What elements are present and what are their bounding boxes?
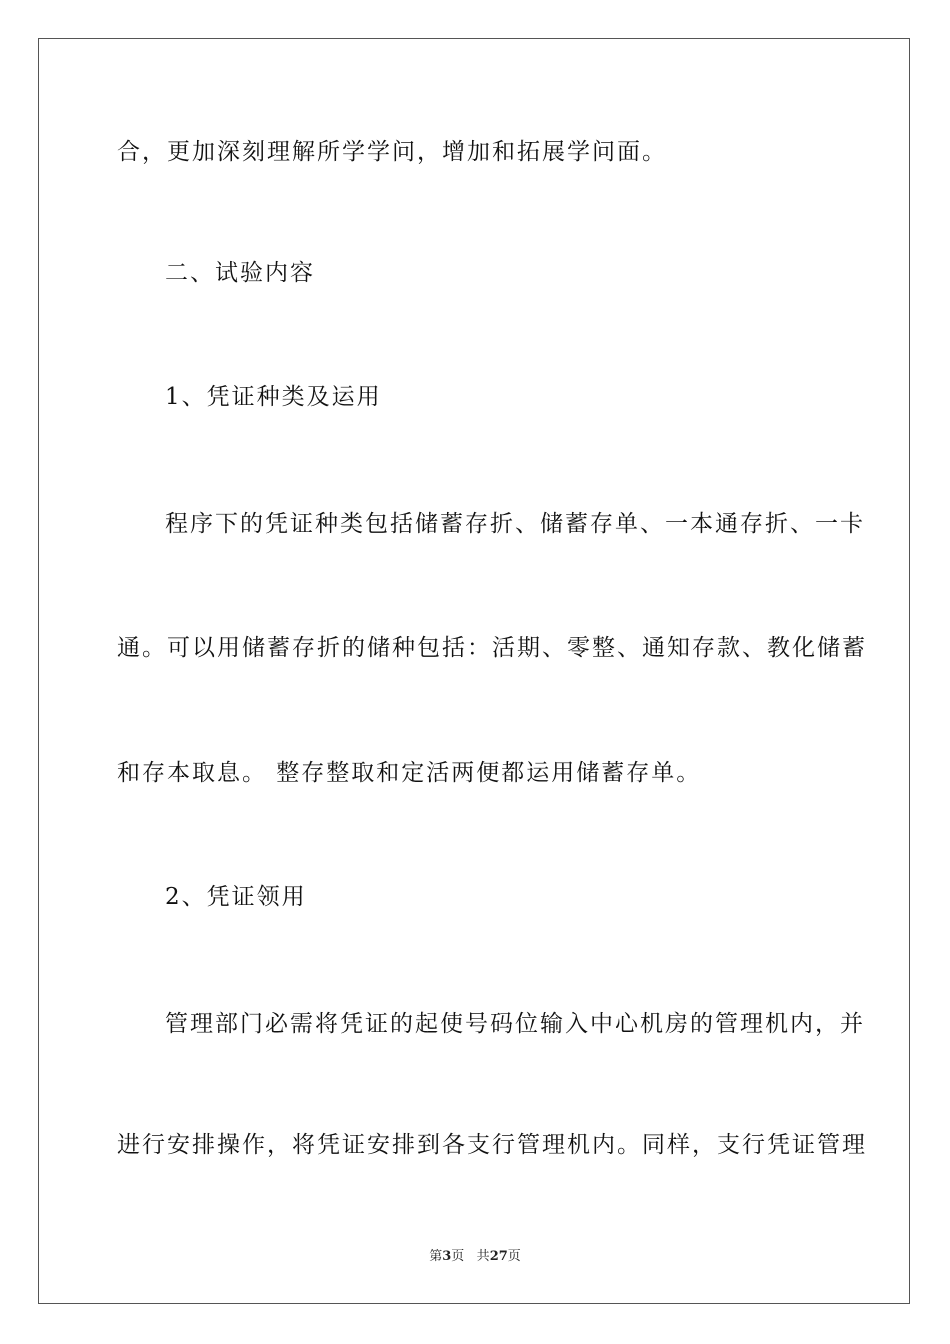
page-prefix: 第: [429, 1249, 443, 1264]
page-number: 3: [442, 1249, 452, 1264]
subsection-heading: 2、凭证领用: [165, 884, 307, 910]
paragraph-line: 管理部门必需将凭证的起使号码位输入中心机房的管理机内，并: [165, 1011, 865, 1037]
paragraph-line: 和存本取息。 整存整取和定活两便都运用储蓄存单。: [117, 760, 702, 786]
paragraph-line: 进行安排操作，将凭证安排到各支行管理机内。同样，支行凭证管理: [117, 1132, 867, 1158]
total-prefix: 共: [476, 1249, 490, 1264]
section-heading: 二、试验内容: [165, 260, 315, 286]
page-border: [38, 38, 910, 1304]
subsection-heading: 1、凭证种类及运用: [165, 384, 382, 410]
page-footer: [0, 1248, 950, 1266]
paragraph-line: 程序下的凭证种类包括储蓄存折、储蓄存单、一本通存折、一卡: [165, 511, 865, 537]
paragraph-line: 通。可以用储蓄存折的储种包括：活期、零整、通知存款、教化储蓄: [117, 635, 867, 661]
total-suffix: 页: [507, 1249, 521, 1264]
total-pages: 27: [489, 1249, 508, 1264]
paragraph-line: 合，更加深刻理解所学学问，增加和拓展学问面。: [117, 139, 667, 165]
page-suffix: 页: [451, 1249, 465, 1264]
